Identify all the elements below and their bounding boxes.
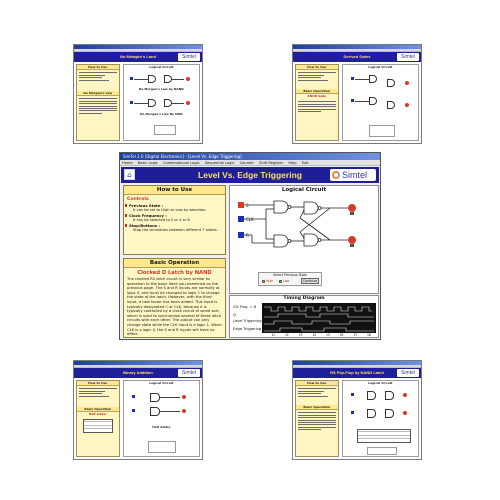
sub-label: De Morgan's Law by NAND <box>138 87 184 91</box>
basic-operation-panel <box>123 258 226 338</box>
input-switch-icon[interactable] <box>132 409 135 412</box>
panel-heading: How to Use <box>77 381 119 386</box>
clock-frequency-label: Clk Freq. = 8 <box>233 305 257 309</box>
how-to-use-panel <box>123 185 226 255</box>
led-base-icon <box>350 244 354 247</box>
input-switch-icon[interactable] <box>351 393 354 396</box>
radio-label: Low <box>283 279 290 283</box>
left-panel <box>76 380 120 457</box>
menu-item-home[interactable]: Home <box>122 161 133 165</box>
thumbnail-window-top-right[interactable] <box>292 44 422 144</box>
left-panel <box>76 64 120 141</box>
menu-item-exit[interactable]: Exit <box>301 161 309 165</box>
r-input-switch-icon[interactable] <box>238 232 244 238</box>
tick-label: t8 <box>367 333 371 337</box>
q-bar-output-led-icon <box>348 236 356 244</box>
panel-heading: How to Use <box>77 65 119 70</box>
input-label-r: R <box>246 233 249 238</box>
panel-heading: How to Use <box>296 381 338 386</box>
gate-icon <box>369 97 377 105</box>
sub-label: Half Adder <box>152 425 171 429</box>
bullet-icon <box>125 214 127 216</box>
main-app-window[interactable] <box>119 152 381 340</box>
thumbnail-window-top-left[interactable] <box>73 44 203 144</box>
s-input-switch-icon[interactable] <box>238 202 244 208</box>
basic-operation-subheading: Clocked D Latch by NAND <box>137 270 212 276</box>
tick-label: t6 <box>340 333 344 337</box>
input-switch-icon[interactable] <box>351 411 354 414</box>
page-header <box>121 167 379 183</box>
selector-title: Select Previous State <box>273 273 307 277</box>
menu-item-shift-register[interactable]: Shift Register <box>259 161 284 165</box>
tick-label: t3 <box>299 333 303 337</box>
control-label: Clock Frequency : <box>129 213 167 218</box>
input-switch-icon[interactable] <box>130 77 133 80</box>
control-label: Previous State : <box>129 203 164 208</box>
tick-label: t4 <box>312 333 317 337</box>
tick-label: t7 <box>353 333 358 337</box>
panel-heading-2: Basic Operation <box>77 407 119 412</box>
control-item <box>124 213 225 218</box>
menu-item-sequential-logic[interactable]: Sequential Logic <box>204 161 235 165</box>
brand-text: Simtel <box>342 170 368 180</box>
sub-label: De Morgan's Law By NOR <box>139 112 183 116</box>
radio-label: High <box>266 279 274 283</box>
page-title: Level Vs. Edge Triggering <box>198 170 302 180</box>
output-led-icon <box>403 411 407 415</box>
header-bar <box>293 52 421 62</box>
gate-icon <box>387 101 395 109</box>
nand-gate-icon <box>385 391 394 400</box>
header-bar <box>293 368 421 378</box>
how-to-use-heading: How to Use <box>124 186 225 195</box>
input-label-s: S <box>246 203 249 208</box>
timing-ticks <box>262 333 376 338</box>
right-panel <box>123 64 200 141</box>
nand-gate-icon <box>148 75 156 83</box>
window-title-bar: SimTel 2.0 [Digital Electronics] - [Level Vs. Edge Triggering] <box>120 153 380 160</box>
tick-label: t2 <box>285 333 289 337</box>
input-switch-icon[interactable] <box>130 101 133 104</box>
sum-led-icon <box>182 395 186 399</box>
radio-icon[interactable] <box>279 280 282 283</box>
gate-icon <box>369 75 377 83</box>
simtel-logo: Simtel <box>178 53 200 61</box>
bullet-icon <box>125 204 127 206</box>
basic-operation-heading: Basic Operation <box>124 259 225 268</box>
input-switch-icon[interactable] <box>132 395 135 398</box>
gate-icon <box>387 79 395 87</box>
menu-item-counter[interactable]: Counter <box>239 161 254 165</box>
previous-state-selector <box>258 272 322 286</box>
tick-label: t5 <box>326 333 330 337</box>
logical-circuit-panel <box>229 185 379 294</box>
clk-input-switch-icon[interactable] <box>238 216 244 222</box>
menu-item-basic-logic[interactable]: Basic Logic <box>137 161 158 165</box>
panel-heading-2: De Morgan's Law <box>77 91 119 96</box>
simtel-logo <box>330 169 376 181</box>
nand-gate-2-icon <box>274 235 288 247</box>
nand-gate-icon <box>367 409 376 418</box>
nor-gate-icon <box>148 99 156 107</box>
carry-led-icon <box>182 409 186 413</box>
left-panel <box>295 380 339 457</box>
thumbnail-title: Derived Gates <box>343 54 371 59</box>
panel-heading: How to Use <box>296 65 338 70</box>
simtel-logo: Simtel <box>397 369 419 377</box>
thumbnail-title: Binary Addition <box>123 370 153 375</box>
output-led-icon <box>405 103 409 107</box>
bullet-icon <box>125 224 127 226</box>
radio-icon[interactable] <box>262 280 265 283</box>
panel-heading: Logical Circuit <box>368 65 393 69</box>
output-led-icon <box>186 101 190 105</box>
panel-heading-2: Basic Operation <box>296 89 338 94</box>
nand-gate-icon <box>385 409 394 418</box>
menu-item-help[interactable]: Help <box>288 161 297 165</box>
timing-diagram-heading: Timing Diagram <box>283 296 325 301</box>
panel-heading: Logical Circuit <box>149 65 174 69</box>
clock-waveform <box>264 307 372 311</box>
control-detail: Stop the simulation between different T states. <box>133 228 218 232</box>
output-led-icon <box>405 81 409 85</box>
q-output-led-icon <box>348 204 356 212</box>
controls-label: Controls <box>127 197 149 202</box>
truth-table <box>83 419 113 433</box>
truth-table <box>357 429 411 443</box>
right-panel <box>123 380 200 457</box>
radio-option-low[interactable] <box>279 279 289 283</box>
panel-subheading: Half Adder <box>88 411 107 416</box>
edge-trigger-waveform <box>264 328 374 331</box>
timing-diagram-panel <box>229 295 379 338</box>
panel-heading: Logical Circuit <box>368 381 393 385</box>
waveform-display <box>262 303 376 333</box>
input-switch-icon[interactable] <box>351 99 354 102</box>
control-item <box>124 223 225 228</box>
menu-bar <box>120 160 380 166</box>
panel-heading-2: Basic Operation <box>296 405 338 410</box>
right-panel <box>342 64 419 141</box>
simtel-swirl-icon <box>332 171 340 179</box>
basic-operation-text: The clocked RS latch circuit is very similar to operation to the basic latch you examined on the previous page. The S and R inputs are normally at logic 0, and must be changed to logic 1 to change the state of the latch. However, with the third input, a new factor has been added. This input is typically designated C or CLK, because it is typically controlled by a clock circuit of some sort, which is used to synchronize several of these latch circuits with each other. The output can only change state while the CLK input is a logic 1. When CLK is a logic 0, the S and R inputs will have no effect. <box>127 277 222 337</box>
left-panel <box>295 64 339 141</box>
simtel-logo: Simtel <box>178 369 200 377</box>
control-detail: It can be selected to 2 or 4 or 8. <box>133 218 191 222</box>
nand-gate-3-icon <box>304 202 318 214</box>
control-detail: It can be set to High or Low by selection. <box>133 208 207 212</box>
simtel-logo: Simtel <box>397 53 419 61</box>
row-label-level-triggering: Level Triggering <box>233 319 262 323</box>
level-trigger-waveform <box>264 321 374 324</box>
output-led-icon <box>186 77 190 81</box>
output-led-icon <box>403 393 407 397</box>
and-gate-icon <box>150 407 160 416</box>
control-item <box>124 203 225 208</box>
row-label-edge-triggering: Edge Triggering <box>233 327 262 331</box>
nand-gate-icon <box>367 391 376 400</box>
row-label-q: Q <box>233 313 236 317</box>
thumbnail-title: RS Flip-Flop by NAND Latch <box>330 370 384 375</box>
nand-gate-4-icon <box>304 234 318 246</box>
q-waveform <box>264 314 374 317</box>
nor-gate-icon <box>164 99 172 107</box>
input-label-clk: CLK <box>246 217 254 222</box>
panel-heading: Logical Circuit <box>149 381 174 385</box>
radio-option-high[interactable] <box>262 279 273 283</box>
led-base-icon <box>350 212 354 215</box>
menu-item-combinational-logic[interactable]: Combinational Logic <box>163 161 200 165</box>
control-label: Stop/Buttons : <box>129 223 160 228</box>
right-panel <box>342 380 419 457</box>
tick-label: t1 <box>271 333 276 337</box>
header-bar <box>74 52 202 62</box>
nand-gate-1-icon <box>274 201 288 213</box>
header-bar <box>74 368 202 378</box>
thumbnail-window-bottom-left[interactable] <box>73 360 203 460</box>
input-switch-icon[interactable] <box>351 77 354 80</box>
nand-gate-icon <box>164 75 172 83</box>
continue-button[interactable]: Continue <box>302 279 318 283</box>
panel-subheading: XNOR Gate <box>307 93 327 98</box>
logical-circuit-heading: Logical Circuit <box>281 187 327 193</box>
xor-gate-icon <box>150 393 160 402</box>
thumbnail-window-bottom-right[interactable] <box>292 360 422 460</box>
home-icon[interactable]: ⌂ <box>124 169 135 180</box>
thumbnail-title: No Metaphr's Land <box>120 54 156 59</box>
